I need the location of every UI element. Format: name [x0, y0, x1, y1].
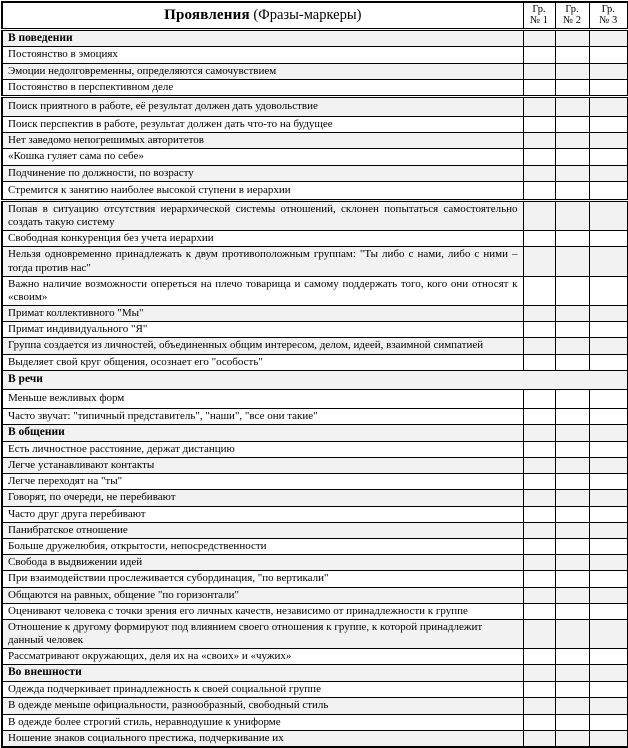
table-row [2, 619, 628, 648]
table-row [2, 322, 628, 338]
table-row [2, 506, 628, 522]
group-mark-cell [589, 354, 628, 370]
group-mark-cell [523, 79, 555, 96]
group-mark-cell [523, 474, 555, 490]
group-mark-cell [555, 538, 589, 554]
table-row [2, 649, 628, 665]
group-mark-cell [555, 306, 589, 322]
group-mark-cell [589, 117, 628, 133]
section-label: Во внешности [2, 665, 523, 682]
group-mark-cell [589, 587, 628, 603]
group-mark-cell [589, 474, 628, 490]
group-mark-cell [589, 538, 628, 554]
group-mark-cell [523, 247, 555, 276]
table-header-row [2, 2, 628, 29]
group-mark-cell [589, 181, 628, 200]
group-mark-cell [523, 698, 555, 714]
title-subtitle: (Фразы-маркеры) [249, 6, 362, 23]
row-label: Общаются на равных, общение "по горизонтали" [2, 587, 523, 603]
markers-table [1, 1, 628, 748]
group-mark-cell [523, 354, 555, 370]
row-label: Свободная конкуренция без учета иерархии [2, 231, 523, 247]
row-label: В одежде меньше официальности, разнообразный, свободный стиль [2, 698, 523, 714]
table-row [2, 306, 628, 322]
group-mark-cell [589, 338, 628, 354]
row-label: Оценивают человека с точки зрения его личных качеств, независимо от принадлежности к группе [2, 603, 523, 619]
row-label: Отношение к другому формируют под влиянием своего отношения к группе, к которой принадлежит данный человек [2, 619, 523, 648]
table-row [2, 555, 628, 571]
group-mark-cell [523, 133, 555, 149]
row-label: Есть личностное расстояние, держат дистанцию [2, 441, 523, 457]
group-mark-cell [523, 714, 555, 730]
group-mark-cell [523, 47, 555, 63]
group-mark-cell [589, 200, 628, 230]
row-label: Легче переходят на "ты" [2, 474, 523, 490]
table-row [2, 682, 628, 698]
group-mark-cell [555, 458, 589, 474]
section-row [2, 29, 628, 47]
row-label: Свобода в выдвижении идей [2, 555, 523, 571]
group-mark-cell [523, 522, 555, 538]
table-row [2, 730, 628, 747]
group-mark-cell [589, 389, 628, 408]
row-label: Примат коллективного "Мы" [2, 306, 523, 322]
table-row [2, 149, 628, 165]
group-mark-cell [555, 322, 589, 338]
group-mark-cell [555, 506, 589, 522]
row-label: Рассматривают окружающих, деля их на «своих» и «чужих» [2, 649, 523, 665]
group-mark-cell [589, 571, 628, 587]
group-mark-cell [589, 665, 628, 682]
group-mark-cell [523, 117, 555, 133]
group-mark-cell [589, 555, 628, 571]
group-mark-cell [589, 458, 628, 474]
row-label: Примат индивидуального "Я" [2, 322, 523, 338]
group-mark-cell [589, 425, 628, 442]
group-mark-cell [523, 29, 555, 47]
group-mark-cell [555, 587, 589, 603]
group-mark-cell [523, 649, 555, 665]
table-row [2, 603, 628, 619]
group-mark-cell [589, 63, 628, 79]
group-mark-cell [555, 571, 589, 587]
group-mark-cell [589, 29, 628, 47]
group-mark-cell [523, 603, 555, 619]
table-row [2, 63, 628, 79]
group-mark-cell [555, 603, 589, 619]
group-mark-cell [555, 79, 589, 96]
table-row [2, 389, 628, 408]
table-row [2, 181, 628, 200]
group-mark-cell [523, 506, 555, 522]
table-row [2, 338, 628, 354]
group-mark-cell [523, 165, 555, 181]
group-mark-cell [589, 47, 628, 63]
group-mark-cell [589, 133, 628, 149]
group-mark-cell [555, 117, 589, 133]
group-mark-cell [589, 603, 628, 619]
table-row [2, 522, 628, 538]
group-mark-cell [523, 619, 555, 648]
group-mark-cell [555, 338, 589, 354]
group-mark-cell [555, 200, 589, 230]
table-row [2, 458, 628, 474]
row-label: Поиск приятного в работе, её результат должен дать удовольствие [2, 97, 523, 117]
group-mark-cell [523, 322, 555, 338]
group-mark-cell [589, 165, 628, 181]
row-label: Подчинение по должности, по возрасту [2, 165, 523, 181]
group-mark-cell [589, 714, 628, 730]
table-row [2, 538, 628, 554]
group-mark-cell [555, 389, 589, 408]
table-row [2, 231, 628, 247]
group-mark-cell [523, 458, 555, 474]
row-label: Группа создается из личностей, объединенных общим интересом, делом, идеей, взаимной симпатией [2, 338, 523, 354]
row-label: Одежда подчеркивает принадлежность к своей социальной группе [2, 682, 523, 698]
row-label: Стремится к занятию наиболее высокой ступени в иерархии [2, 181, 523, 200]
table-row [2, 490, 628, 506]
table-row [2, 474, 628, 490]
group-mark-cell [523, 338, 555, 354]
table-row [2, 97, 628, 117]
table-row [2, 408, 628, 424]
group-mark-cell [555, 522, 589, 538]
group-mark-cell [589, 79, 628, 96]
row-label: Поиск перспектив в работе, результат должен дать что-то на будущее [2, 117, 523, 133]
group-mark-cell [523, 555, 555, 571]
group-mark-cell [555, 149, 589, 165]
row-label: Часто друг друга перебивают [2, 506, 523, 522]
group-mark-cell [523, 441, 555, 457]
row-label: Часто звучат: "типичный представитель", "наши", "все они такие" [2, 408, 523, 424]
group-mark-cell [523, 538, 555, 554]
row-label: Важно наличие возможности опереться на плечо товарища и самому поддержать того, кого они относят к «своим» [2, 276, 523, 305]
table-row [2, 133, 628, 149]
group-mark-cell [523, 389, 555, 408]
group-mark-cell [555, 408, 589, 424]
group-mark-cell [589, 619, 628, 648]
group-column-header-2: Гр. № 2 [555, 2, 589, 29]
section-row [2, 665, 628, 682]
group-mark-cell [589, 522, 628, 538]
group-mark-cell [589, 441, 628, 457]
group-mark-cell [555, 133, 589, 149]
table-row [2, 571, 628, 587]
table-title [2, 2, 523, 29]
table-row [2, 200, 628, 230]
group-mark-cell [555, 698, 589, 714]
table-row [2, 165, 628, 181]
group-mark-cell [555, 165, 589, 181]
table-row [2, 441, 628, 457]
group-mark-cell [555, 97, 589, 117]
group-mark-cell [555, 682, 589, 698]
row-label: Меньше вежливых форм [2, 389, 523, 408]
group-mark-cell [589, 490, 628, 506]
group-mark-cell [523, 682, 555, 698]
group-mark-cell [589, 306, 628, 322]
group-mark-cell [523, 408, 555, 424]
table-row [2, 587, 628, 603]
row-label: В одежде более строгий стиль, неравнодушие к униформе [2, 714, 523, 730]
group-mark-cell [523, 490, 555, 506]
row-label: «Кошка гуляет сама по себе» [2, 149, 523, 165]
group-mark-cell [523, 276, 555, 305]
group-mark-cell [555, 425, 589, 442]
table-row [2, 117, 628, 133]
group-mark-cell [589, 730, 628, 747]
row-label: Больше дружелюбия, открытости, непосредственности [2, 538, 523, 554]
group-mark-cell [589, 231, 628, 247]
group-mark-cell [555, 714, 589, 730]
group-mark-cell [589, 97, 628, 117]
group-mark-cell [555, 665, 589, 682]
group-mark-cell [523, 730, 555, 747]
group-mark-cell [589, 649, 628, 665]
table-row [2, 79, 628, 96]
title-main: Проявления [164, 6, 250, 23]
group-mark-cell [523, 200, 555, 230]
table-row [2, 47, 628, 63]
row-label: Попав в ситуацию отсутствия иерархической системы отношений, склонен попытаться самостоятельно создать такую систему [2, 200, 523, 230]
group-mark-cell [555, 231, 589, 247]
row-label: Нельзя одновременно принадлежать к двум противоположным группам: "Ты либо с нами, либо с ними – тогда против нас" [2, 247, 523, 276]
group-mark-cell [523, 231, 555, 247]
group-mark-cell [555, 63, 589, 79]
group-mark-cell [523, 97, 555, 117]
group-mark-cell [589, 276, 628, 305]
group-mark-cell [555, 619, 589, 648]
row-label: Нет заведомо непогрешимых авторитетов [2, 133, 523, 149]
section-row [2, 425, 628, 442]
group-mark-cell [523, 665, 555, 682]
row-label: Постоянство в эмоциях [2, 47, 523, 63]
group-mark-cell [589, 698, 628, 714]
group-mark-cell [523, 425, 555, 442]
group-mark-cell [523, 149, 555, 165]
table-row [2, 354, 628, 370]
group-mark-cell [523, 571, 555, 587]
group-mark-cell [523, 306, 555, 322]
group-column-header-1: Гр. № 1 [523, 2, 555, 29]
group-mark-cell [589, 506, 628, 522]
table-row [2, 698, 628, 714]
group-mark-cell [555, 555, 589, 571]
group-mark-cell [589, 682, 628, 698]
row-label: Выделяет свой круг общения, осознает его "особость" [2, 354, 523, 370]
group-mark-cell [555, 441, 589, 457]
table-row [2, 714, 628, 730]
group-mark-cell [555, 47, 589, 63]
row-label: Постоянство в перспективном деле [2, 79, 523, 96]
group-mark-cell [523, 181, 555, 200]
row-label: Говорят, по очереди, не перебивают [2, 490, 523, 506]
row-label: Легче устанавливают контакты [2, 458, 523, 474]
table-row [2, 276, 628, 305]
row-label: Панибратское отношение [2, 522, 523, 538]
group-mark-cell [555, 29, 589, 47]
row-label: Ношение знаков социального престижа, подчеркивание их [2, 730, 523, 747]
group-column-header-3: Гр. № 3 [589, 2, 628, 29]
section-row [2, 370, 628, 389]
row-label: Эмоции недолговременны, определяются самочувствием [2, 63, 523, 79]
group-mark-cell [589, 322, 628, 338]
group-mark-cell [555, 247, 589, 276]
section-label: В общении [2, 425, 523, 442]
group-mark-cell [523, 587, 555, 603]
group-mark-cell [589, 247, 628, 276]
group-mark-cell [555, 276, 589, 305]
table-row [2, 247, 628, 276]
group-mark-cell [555, 730, 589, 747]
row-label: При взаимодействии прослеживается субординация, "по вертикали" [2, 571, 523, 587]
section-label: В речи [2, 370, 628, 389]
group-mark-cell [589, 408, 628, 424]
section-label: В поведении [2, 29, 523, 47]
group-mark-cell [555, 490, 589, 506]
group-mark-cell [555, 354, 589, 370]
group-mark-cell [555, 649, 589, 665]
group-mark-cell [589, 149, 628, 165]
group-mark-cell [555, 474, 589, 490]
group-mark-cell [523, 63, 555, 79]
group-mark-cell [555, 181, 589, 200]
